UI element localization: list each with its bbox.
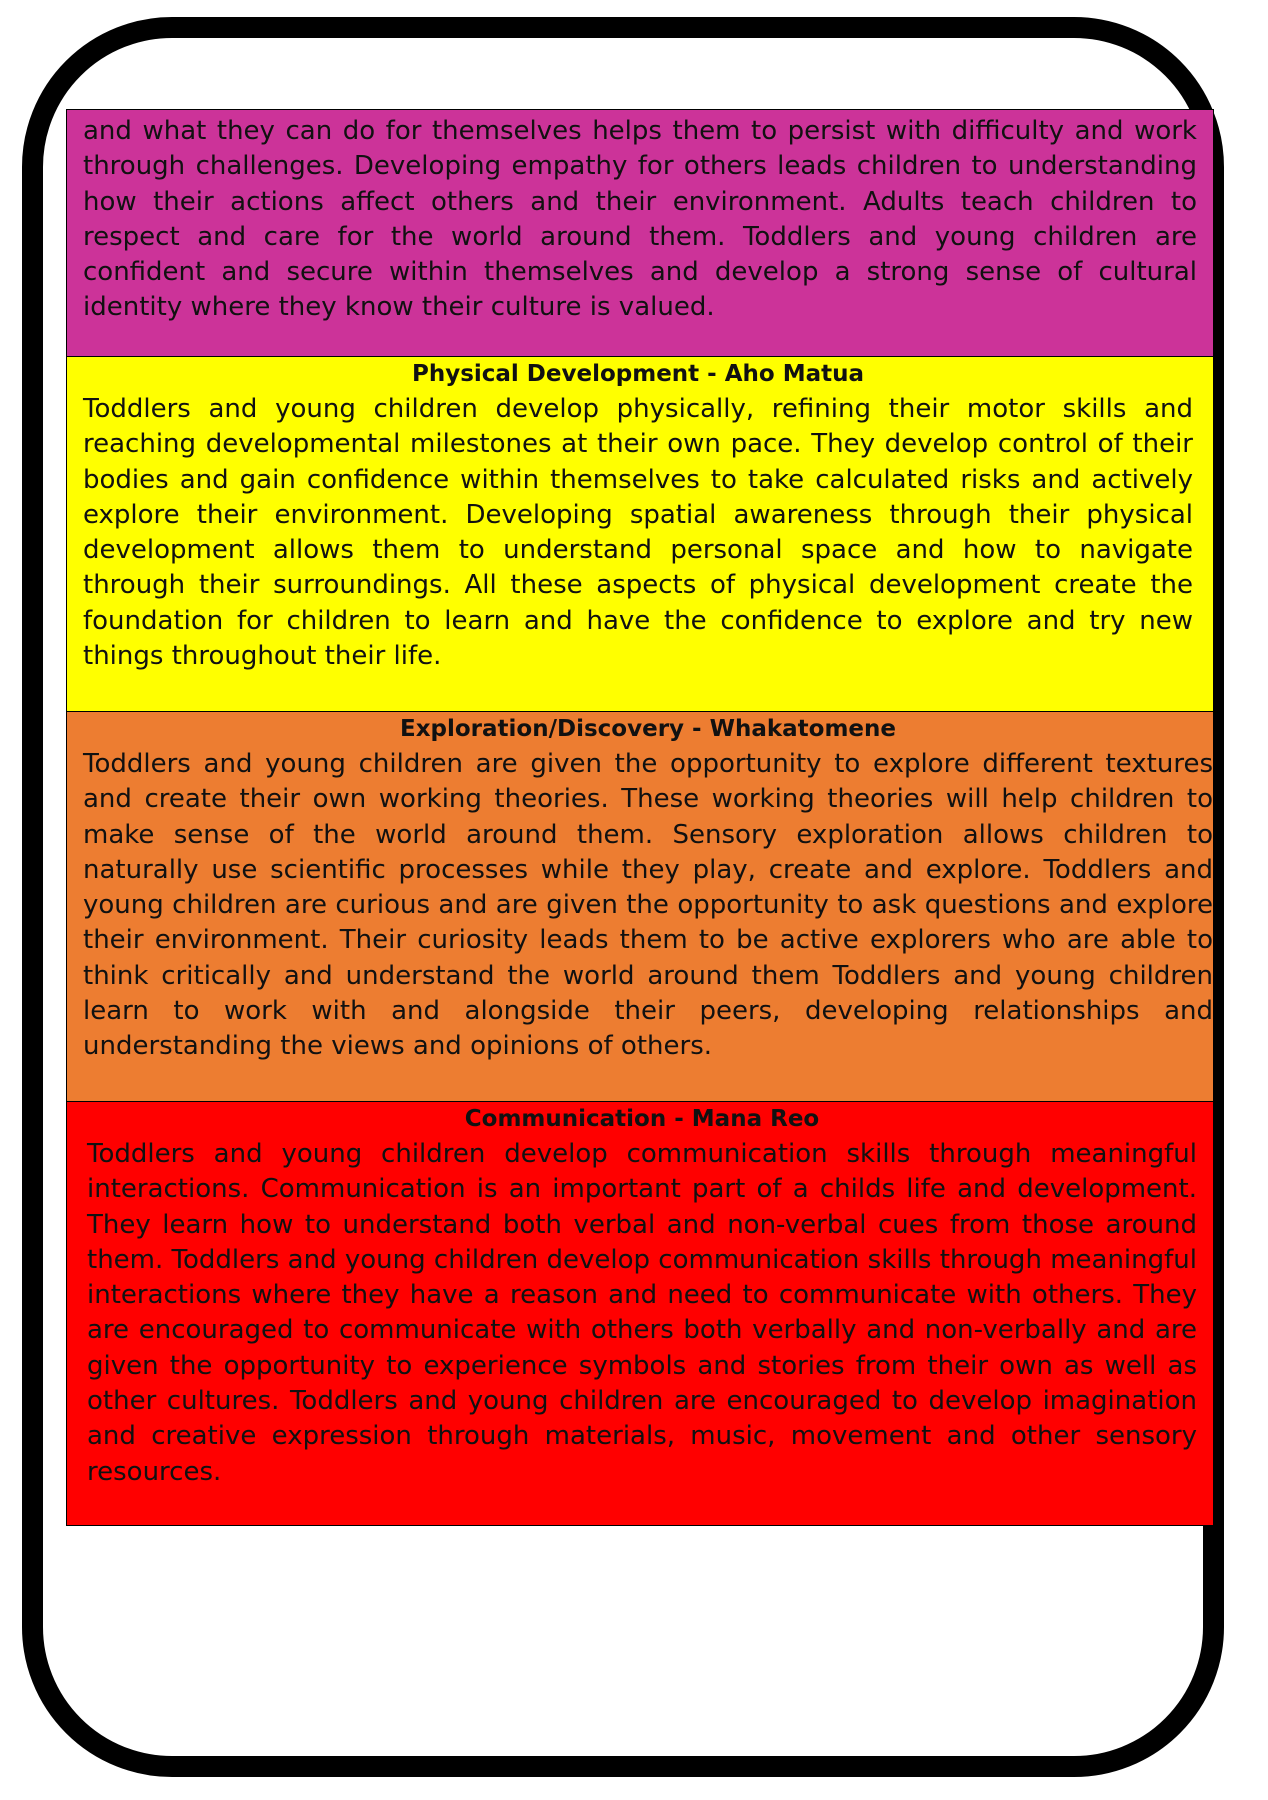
section-exploration-discovery: [66, 712, 1214, 1102]
section-title: Communication - Mana Reo: [464, 1106, 820, 1132]
section-physical-development: [66, 357, 1214, 712]
section-title: Exploration/Discovery - Whakatomene: [399, 716, 897, 742]
section-body: Toddlers and young children are given the opportunity to explore different textures and create their own working theories. These working theories will help children to make sense of the world around them. Sensory exploration allows children to naturally use scientific processes while they play, create and explore. Toddlers and young children are curious and are given the opportunity to ask questions and explore their environment. Their curiosity leads them to be active explorers who are able to think critically and understand the world around them Toddlers and young children learn to work with and alongside their peers, developing relationships and understanding the views and opinions of others.: [83, 749, 1213, 1062]
section-title: Physical Development - Aho Matua: [411, 361, 865, 387]
section-communication: [66, 1102, 1214, 1526]
section-body: Toddlers and young children develop communication skills through meaningful interactions. Communication is an important part of a childs life and development. They learn how to understand both verbal and non-verbal cues from those around them. Toddlers and young children develop communication skills through meaningful interactions where they have a reason and need to communicate with others. They are encouraged to communicate with others both verbally and non-verbally and are given the opportunity to experience symbols and stories from their own as well as other cultures. Toddlers and young children are encouraged to develop imagination and creative expression through materials, music, movement and other sensory resources.: [87, 1139, 1197, 1487]
section-body: and what they can do for themselves helps them to persist with difficulty and work through challenges. Developing empathy for others leads children to understanding how their actions affect others and their environment. Adults teach children to respect and care for the world around them. Toddlers and young children are confident and secure within themselves and develop a strong sense of cultural identity where they know their culture is valued.: [83, 116, 1197, 323]
section-social-development: [66, 109, 1214, 357]
section-body: Toddlers and young children develop physically, refining their motor skills and reaching developmental milestones at their own pace. They develop control of their bodies and gain confidence within themselves to take calculated risks and actively explore their environment. Developing spatial awareness through their physical development allows them to understand personal space and how to navigate through their surroundings. All these aspects of physical development create the foundation for children to learn and have the confidence to explore and try new things throughout their life.: [83, 394, 1193, 672]
learning-areas: [66, 109, 1214, 1526]
